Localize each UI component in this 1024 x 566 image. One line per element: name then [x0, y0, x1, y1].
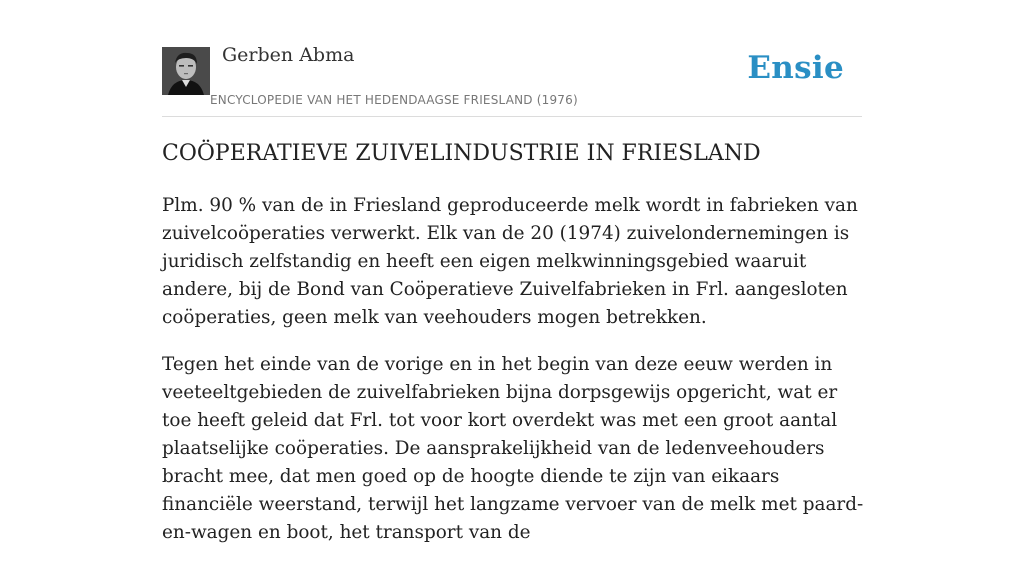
paragraph-1: Plm. 90 % van de in Friesland geproduceerde melk wordt in fabrieken van zuivelcoöperaties verwerkt. Elk van de 20 (1974) zuivelondernemingen is juridisch zelfstandig en heeft een eigen melkwinningsgebied waaruit andere, bij de Bond van Coöperatieve Zuivelfabrieken in Frl. aangesloten coöperaties, geen melk van veehouders mogen betrekken. — [162, 195, 858, 328]
source-title[interactable]: ENCYCLOPEDIE VAN HET HEDENDAAGSE FRIESLAND (1976) — [210, 93, 578, 107]
site-logo[interactable]: Ensie — [747, 50, 844, 86]
article-container — [162, 0, 864, 543]
paragraph-2: Tegen het einde van de vorige en in het begin van deze eeuw werden in veeteeltgebieden de zuivelfabrieken bijna dorpsgewijs opgericht, wat er toe heeft geleid dat Frl. tot voor kort overdekt was met een groot aantal plaatselijke coöperaties. De aansprakelijkheid van de ledenveehouders bracht mee, dat men goed op de hoogte diende te zijn van eikaars financiële weerstand, terwijl het langzame vervoer van de melk met paard-en-wagen en boot, het transport van de — [162, 354, 864, 543]
author-portrait-icon — [162, 47, 210, 95]
author-avatar[interactable] — [162, 47, 210, 95]
article-body — [162, 192, 868, 566]
article-header — [162, 0, 862, 117]
article-title: COÖPERATIEVE ZUIVELINDUSTRIE IN FRIESLAND — [162, 141, 761, 166]
author-name[interactable]: Gerben Abma — [222, 44, 355, 66]
